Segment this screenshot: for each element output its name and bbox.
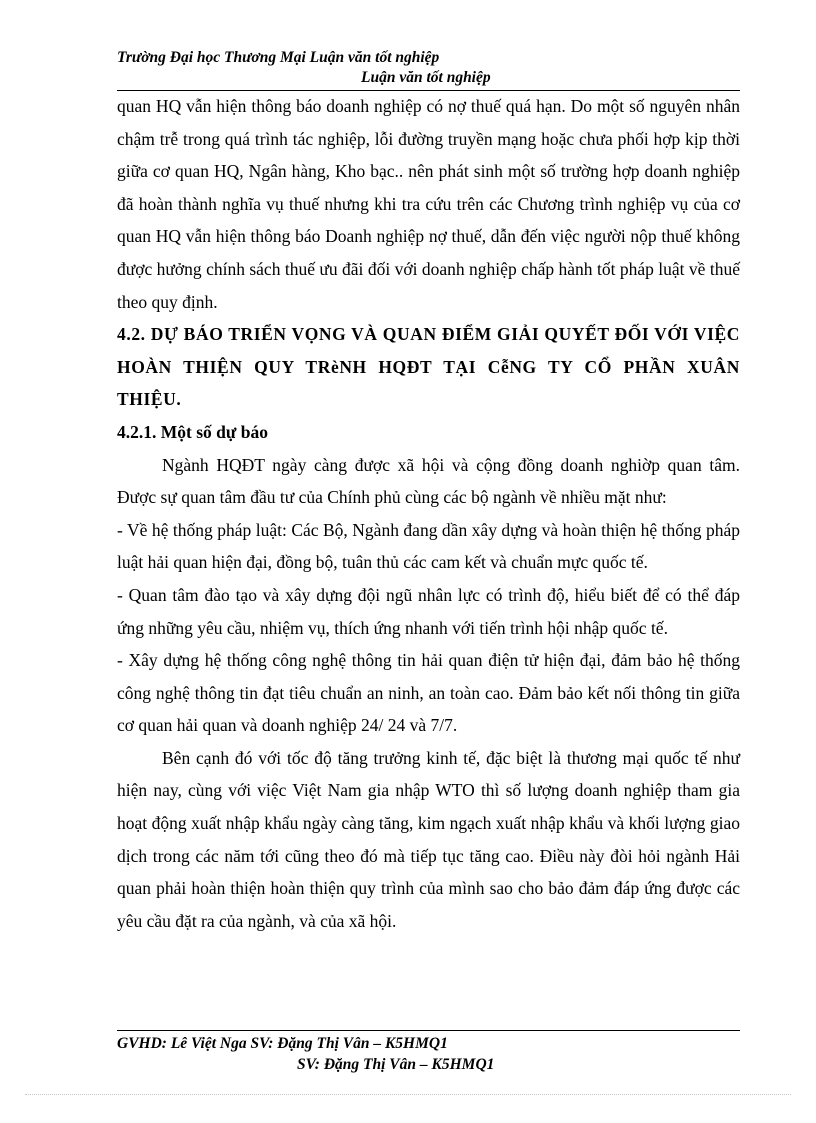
section-heading: 4.2. DỰ BÁO TRIỂN VỌNG VÀ QUAN ĐIỂM GIẢI QUYẾT ĐỐI VỚI VIỆC HOÀN THIỆN QUY TRèNH HQĐT TẠI CễNG TY CỔ PHẦN XUÂN THIỆU.: [117, 324, 740, 410]
header-line-1: Trường Đại học Thương Mại Luận văn tốt nghiệp: [117, 49, 440, 66]
bullet-it-system: - Xây dựng hệ thống công nghệ thông tin hải quan điện tử hiện đại, đảm bảo hệ thống công nghệ thông tin đạt tiêu chuẩn an ninh, an toàn cao. Đảm bảo kết nối thông tin giữa cơ quan hải quan và doanh nghiệp 24/ 24 và 7/7.: [117, 650, 740, 736]
page-body: [117, 90, 740, 937]
page-header: [117, 48, 740, 88]
page-footer: [117, 1033, 740, 1075]
footer-line-2: SV: Đặng Thị Vân – K5HMQ1: [297, 1056, 495, 1073]
bullet-training: - Quan tâm đào tạo và xây dựng đội ngũ nhân lực có trình độ, hiểu biết để có thể đáp ứng những yêu cầu, nhiệm vụ, thích ứng nhanh với tiến trình hội nhập quốc tế.: [117, 584, 740, 638]
paragraph-1: quan HQ vẫn hiện thông báo doanh nghiệp có nợ thuế quá hạn. Do một số nguyên nhân chậm trễ trong quá trình tác nghiệp, lỗi đường truyền mạng hoặc chưa phối hợp kịp thời giữa cơ quan HQ, Ngân hàng, Kho bạc.. nên phát sinh một số trường hợp doanh nghiệp đã hoàn thành nghĩa vụ thuế nhưng khi tra cứu trên các Chương trình nghiệp vụ của cơ quan HQ vẫn hiện thông báo Doanh nghiệp nợ thuế, dẫn đến việc người nộp thuế không được hưởng chính sách thuế ưu đãi đối với doanh nghiệp chấp hành tốt pháp luật về thuế theo quy định.: [117, 96, 740, 312]
header-line-2: Luận văn tốt nghiệp: [361, 69, 491, 86]
paragraph-2: Ngành HQĐT ngày càng được xã hội và cộng đồng doanh nghiờp quan tâm. Được sự quan tâm đầu tư của Chính phủ cùng các bộ ngành về nhiều mặt như:: [117, 454, 740, 508]
page-bottom-divider: [25, 1094, 791, 1095]
subsection-heading: 4.2.1. Một số dự báo: [117, 421, 268, 442]
paragraph-3: Bên cạnh đó với tốc độ tăng trưởng kinh tế, đặc biệt là thương mại quốc tế như hiện nay, cùng với việc Việt Nam gia nhập WTO thì số lượng doanh nghiệp tham gia hoạt động xuất nhập khẩu ngày càng tăng, kim ngạch xuất nhập khẩu và khối lượng giao dịch trong các năm tới cũng theo đó mà tiếp tục tăng cao. Điều này đòi hỏi ngành Hải quan phải hoàn thiện hoàn thiện quy trình của mình sao cho bảo đảm đáp ứng được các yêu cầu đặt ra của ngành, và của xã hội.: [117, 747, 740, 931]
footer-rule: [117, 1030, 740, 1031]
footer-line-1: GVHD: Lê Việt Nga SV: Đặng Thị Vân – K5HMQ1: [117, 1035, 448, 1052]
bullet-legal-system: - Về hệ thống pháp luật: Các Bộ, Ngành đang dần xây dựng và hoàn thiện hệ thống pháp luật hải quan hiện đại, đồng bộ, tuân thủ các cam kết và chuẩn mực quốc tế.: [117, 519, 740, 573]
